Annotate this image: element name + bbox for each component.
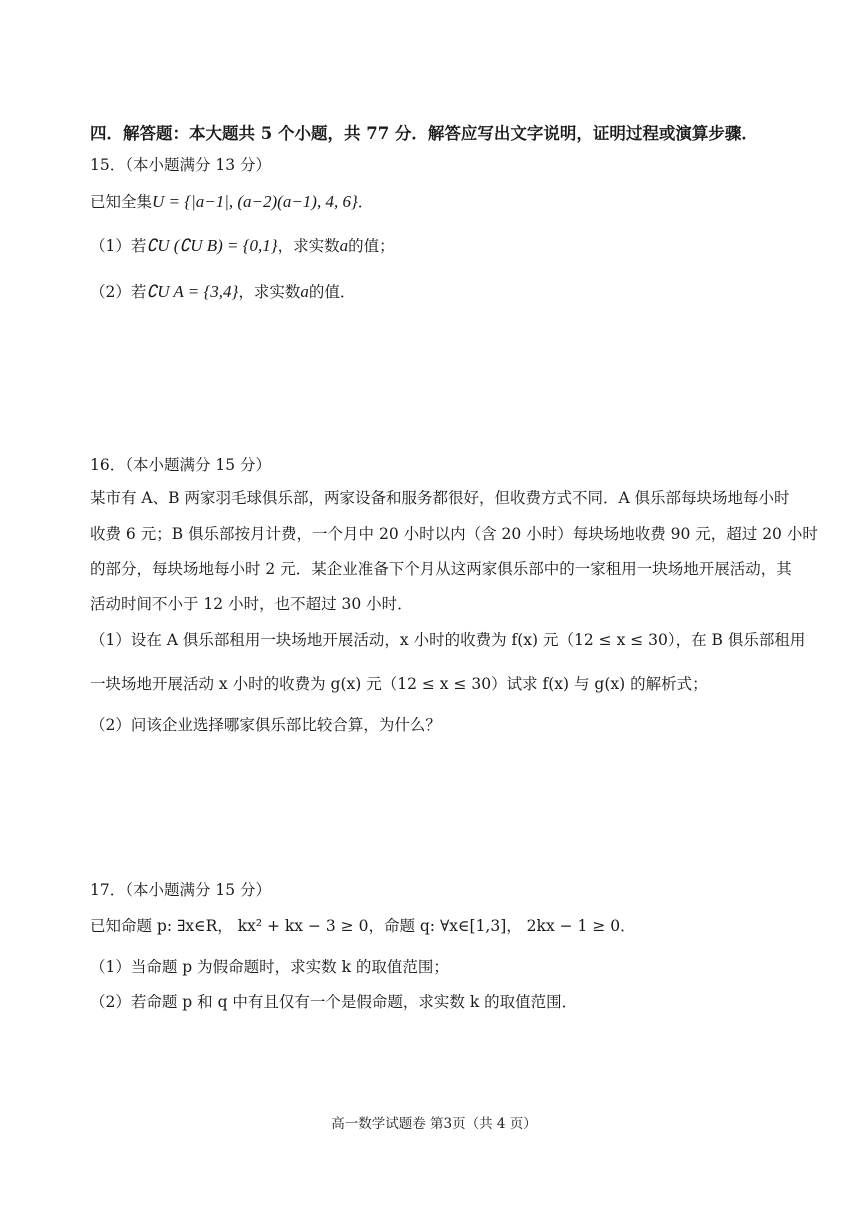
q16-header: 16．（本小题满分 15 分） bbox=[90, 456, 272, 474]
q15-header: 15．（本小题满分 13 分） bbox=[90, 156, 272, 174]
q15-stem-suffix: ． bbox=[357, 193, 374, 211]
q16-text-line4: 活动时间不小于 12 小时，也不超过 30 小时． bbox=[90, 595, 413, 613]
q15-part2-end: 的值． bbox=[308, 283, 356, 301]
q16-text-line3: 的部分，每块场地每小时 2 元．某企业准备下个月从这两家俱乐部中的一家租用一块场地开展活动，其 bbox=[90, 560, 792, 578]
q16-text-line2: 收费 6 元；B 俱乐部按月计费，一个月中 20 小时以内（含 20 小时）每块场地收费 90 元，超过 20 小时 bbox=[90, 525, 818, 543]
q15-part1-suffix: ，求实数 bbox=[277, 237, 340, 255]
q15-part2 bbox=[90, 282, 355, 302]
section-heading: 四．解答题：本大题共 5 个小题，共 77 分．解答应写出文字说明，证明过程或演算步骤． bbox=[90, 124, 758, 143]
q15-stem bbox=[90, 192, 373, 212]
q15-part1-var: a bbox=[339, 236, 349, 255]
q15-part1-prefix: （1）若 bbox=[90, 237, 147, 255]
q15-part1 bbox=[90, 236, 395, 256]
q15-stem-math: U = {|a−1|, (a−2)(a−1), 4, 6} bbox=[152, 192, 358, 211]
page-footer: 高一数学试题卷 第3页（共 4 页） bbox=[331, 1116, 537, 1132]
q17-part2: （2）若命题 p 和 q 中有且仅有一个是假命题，求实数 k 的取值范围． bbox=[90, 993, 578, 1011]
q17-part1: （1）当命题 p 为假命题时，求实数 k 的取值范围； bbox=[90, 958, 449, 976]
q15-part2-suffix: ，求实数 bbox=[238, 283, 301, 301]
q15-part1-math: ∁U (∁U B) = {0,1} bbox=[146, 236, 278, 255]
q16-part1-line1: （1）设在 A 俱乐部租用一块场地开展活动，x 小时的收费为 f(x) 元（12 ≤ x ≤ 30），在 B 俱乐部租用 bbox=[90, 631, 806, 649]
q15-part2-var: a bbox=[300, 282, 309, 301]
q16-text-line1: 某市有 A、B 两家羽毛球俱乐部，两家设备和服务都很好，但收费方式不同．A 俱乐部每块场地每小时 bbox=[90, 489, 790, 507]
q17-stem: 已知命题 p: ∃x∈R， kx² + kx − 3 ≥ 0，命题 q: ∀x∈[1,3]， 2kx − 1 ≥ 0． bbox=[90, 917, 636, 935]
q15-stem-prefix: 已知全集 bbox=[90, 193, 153, 211]
q15-part1-end: 的值； bbox=[348, 237, 395, 255]
q16-part1-line2: 一块场地开展活动 x 小时的收费为 g(x) 元（12 ≤ x ≤ 30）试求 f(x) 与 g(x) 的解析式； bbox=[90, 675, 708, 693]
q16-part2: （2）问该企业选择哪家俱乐部比较合算，为什么？ bbox=[90, 716, 441, 734]
q15-part2-prefix: （2）若 bbox=[90, 283, 147, 301]
q15-part2-math: ∁U A = {3,4} bbox=[146, 282, 239, 301]
q17-header: 17．（本小题满分 15 分） bbox=[90, 881, 272, 899]
